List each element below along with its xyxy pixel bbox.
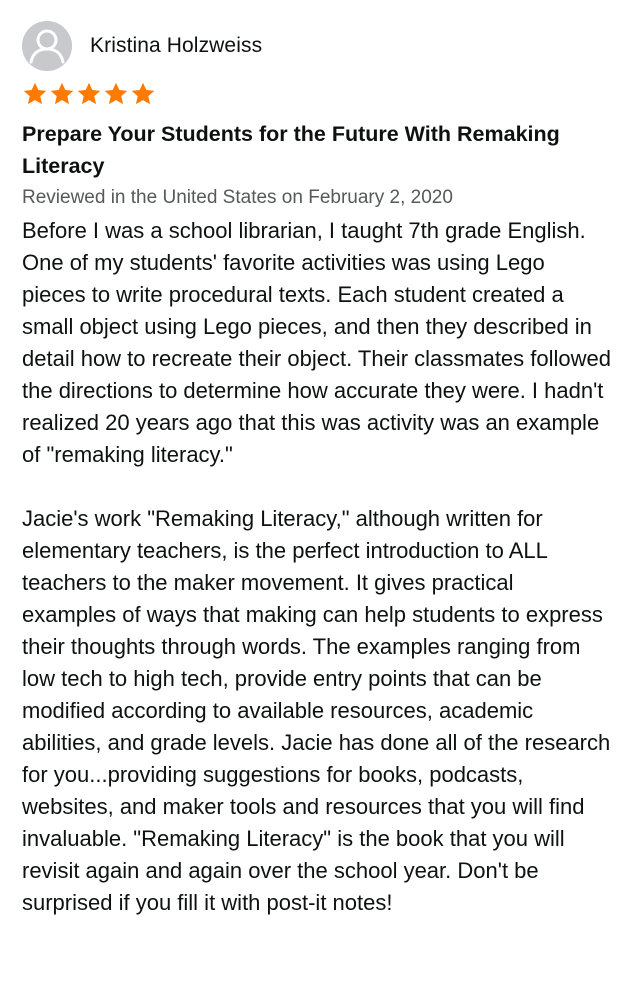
review-body — [22, 215, 612, 919]
star-icon — [22, 81, 48, 107]
reviewer-profile[interactable] — [22, 20, 606, 72]
user-silhouette-icon — [22, 21, 72, 71]
review-title[interactable]: Prepare Your Students for the Future With Remaking Literacy — [22, 122, 560, 178]
star-icon — [103, 81, 129, 107]
star-rating — [22, 80, 606, 108]
review-meta: Reviewed in the United States on February 2, 2020 — [22, 187, 453, 208]
reviewer-name[interactable]: Kristina Holzweiss — [90, 34, 263, 57]
review-paragraph: Before I was a school librarian, I taught 7th grade English. One of my students' favorite activities was using Lego pieces to write procedural texts. Each student created a small object using Lego pieces, and then they described in detail how to recreate their object. Their classmates followed the directions to determine how accurate they were. I hadn't realized 20 years ago that this was activity was an example of "remaking literacy." — [22, 218, 611, 467]
review-paragraph: Jacie's work "Remaking Literacy," although written for elementary teachers, is the perfect introduction to ALL teachers to the maker movement. It gives practical examples of ways that making can help students to express their thoughts through words. The examples ranging from low tech to high tech, provide entry points that can be modified according to available resources, academic abilities, and grade levels. Jacie has done all of the research for you...providing suggestions for books, podcasts, websites, and maker tools and resources that you will find invaluable. "Remaking Literacy" is the book that you will revisit again and again over the school year. Don't be surprised if you fill it with post-it notes! — [22, 506, 611, 915]
star-icon — [76, 81, 102, 107]
star-icon — [130, 81, 156, 107]
star-icon — [49, 81, 75, 107]
avatar[interactable] — [22, 21, 72, 71]
